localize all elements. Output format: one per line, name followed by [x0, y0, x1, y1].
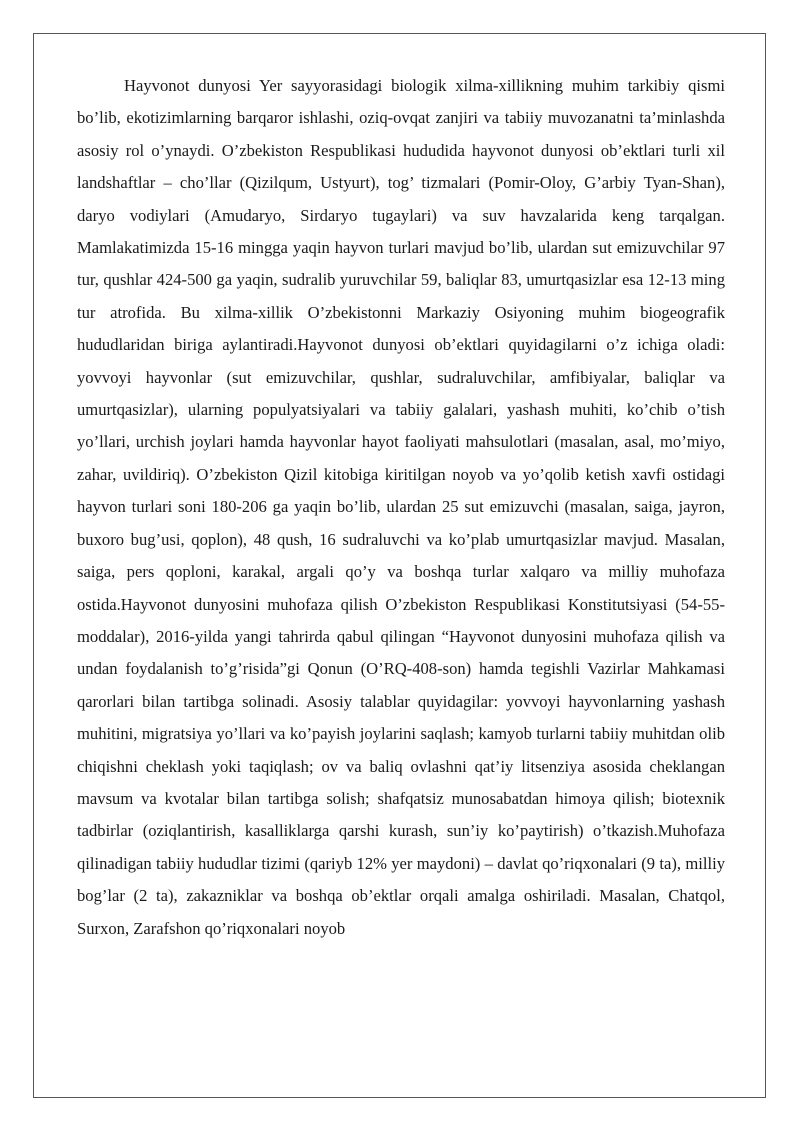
body-paragraph: Hayvonot dunyosi Yer sayyorasidagi biologik xilma-xillikning muhim tarkibiy qismi bo’lib, ekotizimlarning barqaror ishlashi, oziq-ovqat zanjiri va tabiiy muvozanatni ta’minlashda asosiy rol o’ynaydi. O’zbekiston Respublikasi hududida hayvonot dunyosi ob’ektlari turli xil landshaftlar – cho’llar (Qizilqum, Ustyurt), tog’ tizmalari (Pomir-Oloy, G’arbiy Tyan-Shan), daryo vodiylari (Amudaryo, Sirdaryo tugaylari) va suv havzalarida keng tarqalgan. Mamlakatimizda 15-16 mingga yaqin hayvon turlari mavjud bo’lib, ulardan sut emizuvchilar 97 tur, qushlar 424-500 ga yaqin, sudralib yuruvchilar 59, baliqlar 83, umurtqasizlar esa 12-13 ming tur atrofida. Bu xilma-xillik O’zbekistonni Markaziy Osiyoning muhim biogeografik hududlaridan biriga aylantiradi.Hayvonot dunyosi ob’ektlari quyidagilarni o’z ichiga oladi: yovvoyi hayvonlar (sut emizuvchilar, qushlar, sudraluvchilar, amfibiyalar, baliqlar va umurtqasizlar), ularning populyatsiyalari va tabiiy galalari, yashash muhiti, ko’chib o’tish yo’llari, urchish joylari hamda hayvonlar hayot faoliyati mahsulotlari (masalan, asal, mo’miyo, zahar, uvildiriq). O’zbekiston Qizil kitobiga kiritilgan noyob va yo’qolib ketish xavfi ostidagi hayvon turlari soni 180-206 ga yaqin bo’lib, ulardan 25 sut emizuvchi (masalan, saiga, jayron, buxoro bug’usi, qoplon), 48 qush, 16 sudraluvchi va ko’plab umurtqasizlar mavjud. Masalan, saiga, pers qoploni, karakal, argali qo’y va boshqa turlar xalqaro va milliy muhofaza ostida.Hayvonot dunyosini muhofaza qilish O’zbekiston Respublikasi Konstitutsiyasi (54-55-moddalar), 2016-yilda yangi tahrirda qabul qilingan “Hayvonot dunyosini muhofaza qilish va undan foydalanish to’g’risida”gi Qonun (O’RQ-408-son) hamda tegishli Vazirlar Mahkamasi qarorlari bilan tartibga solinadi. Asosiy talablar quyidagilar: yovvoyi hayvonlarning yashash muhitini, migratsiya yo’llari va ko’payish joylarini saqlash; kamyob turlarni tabiiy muhitdan olib chiqishni cheklash yoki taqiqlash; ov va baliq ovlashni qat’iy litsenziya asosida cheklangan mavsum va kvotalar bilan tartibga solish; shafqatsiz munosabatdan himoya qilish; biotexnik tadbirlar (oziqlantirish, kasalliklarga qarshi kurash, sun’iy ko’paytirish) o’tkazish.Muhofaza qilinadigan tabiiy hududlar tizimi (qariyb 12% yer maydoni) – davlat qo’riqxonalari (9 ta), milliy bog’lar (2 ta), zakazniklar va boshqa ob’ektlar orqali amalga oshiriladi. Masalan, Chatqol, Surxon, Zarafshon qo’riqxonalari noyob — [77, 76, 725, 938]
